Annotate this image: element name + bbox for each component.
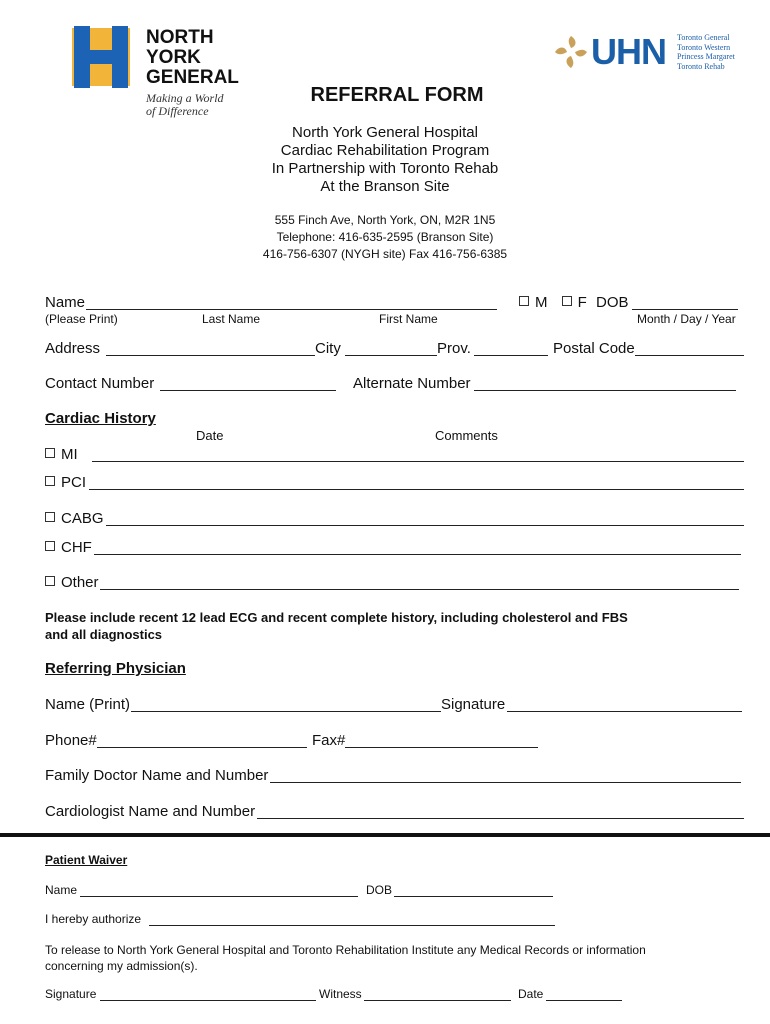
nygh-tagline-1: Making a World xyxy=(146,91,224,105)
uhn-site-1: Toronto General xyxy=(677,33,730,42)
waiver-name-field[interactable] xyxy=(80,896,358,897)
cabg-field[interactable] xyxy=(106,525,744,526)
please-print-label: (Please Print) xyxy=(45,312,118,326)
uhn-wordmark: UHN xyxy=(591,31,666,72)
mi-label: MI xyxy=(61,446,78,463)
name-label: Name xyxy=(45,294,86,311)
address-field[interactable] xyxy=(106,355,315,356)
physician-fax-label: Fax# xyxy=(312,732,346,749)
header-line-4: At the Branson Site xyxy=(320,178,450,195)
female-label: F xyxy=(577,294,587,311)
witness-field[interactable] xyxy=(364,1000,511,1001)
physician-phone-field[interactable] xyxy=(97,747,307,748)
pci-field[interactable] xyxy=(89,489,744,490)
header-line-2: Cardiac Rehabilitation Program xyxy=(280,142,490,159)
postal-field[interactable] xyxy=(635,355,744,356)
pci-checkbox[interactable] xyxy=(45,476,55,486)
cardiac-item-other xyxy=(45,574,99,591)
physician-phone-label: Phone# xyxy=(45,732,97,749)
cabg-label: CABG xyxy=(61,510,104,527)
release-line2: concerning my admission(s). xyxy=(45,959,198,973)
cardiologist-label: Cardiologist Name and Number xyxy=(45,803,256,820)
uhn-swirl-icon xyxy=(553,34,589,70)
uhn-site-2: Toronto Western xyxy=(677,42,731,52)
family-doctor-field[interactable] xyxy=(270,782,741,783)
family-doctor-label: Family Doctor Name and Number xyxy=(45,767,269,784)
prov-field[interactable] xyxy=(474,355,548,356)
witness-label: Witness xyxy=(319,987,362,1001)
city-field[interactable] xyxy=(345,355,437,356)
physician-signature-field[interactable] xyxy=(507,711,742,712)
mi-checkbox[interactable] xyxy=(45,448,55,458)
city-label: City xyxy=(315,340,341,357)
physician-name-label: Name (Print) xyxy=(45,696,131,713)
male-label: M xyxy=(535,294,548,311)
release-text xyxy=(45,942,646,974)
female-checkbox[interactable] xyxy=(562,296,572,306)
header-line-3: In Partnership with Toronto Rehab xyxy=(271,160,499,177)
nygh-logo xyxy=(70,26,245,126)
dob-format-label: Month / Day / Year xyxy=(637,312,736,326)
waiver-signature-label: Signature xyxy=(45,987,97,1001)
address-label: Address xyxy=(45,340,101,357)
dob-field[interactable] xyxy=(632,309,738,310)
header-address: 555 Finch Ave, North York, ON, M2R 1N5 xyxy=(274,213,496,227)
referring-physician-heading: Referring Physician xyxy=(45,660,186,677)
nygh-h-icon xyxy=(70,26,132,88)
last-name-label: Last Name xyxy=(202,312,261,326)
contact-label: Contact Number xyxy=(45,375,155,392)
prov-label: Prov. xyxy=(437,340,471,357)
header-telephone: Telephone: 416-635-2595 (Branson Site) xyxy=(276,230,494,244)
uhn-logo xyxy=(553,32,743,76)
waiver-signature-field[interactable] xyxy=(100,1000,316,1001)
nygh-name-line1: NORTH xyxy=(146,27,214,48)
header-line-1: North York General Hospital xyxy=(292,124,478,141)
ecg-note xyxy=(45,609,628,643)
physician-fax-field[interactable] xyxy=(345,747,538,748)
waiver-dob-field[interactable] xyxy=(394,896,553,897)
mi-field[interactable] xyxy=(92,461,744,462)
nygh-name-line3: GENERAL xyxy=(146,67,239,88)
form-title: REFERRAL FORM xyxy=(310,84,484,106)
waiver-name-label: Name xyxy=(45,883,78,897)
postal-label: Postal Code xyxy=(553,340,635,357)
waiver-dob-label: DOB xyxy=(366,883,393,897)
chf-checkbox[interactable] xyxy=(45,541,55,551)
alternate-field[interactable] xyxy=(474,390,736,391)
nygh-tagline-2: of Difference xyxy=(146,104,209,118)
name-field[interactable] xyxy=(86,309,497,310)
authorize-field[interactable] xyxy=(149,925,555,926)
dob-label: DOB xyxy=(596,294,629,311)
cardiac-history-heading: Cardiac History xyxy=(45,410,156,427)
authorize-label: I hereby authorize xyxy=(45,912,142,926)
comments-column-label: Comments xyxy=(435,428,498,443)
contact-field[interactable] xyxy=(160,390,336,391)
date-column-label: Date xyxy=(196,428,224,443)
waiver-date-field[interactable] xyxy=(546,1000,622,1001)
ecg-note-line2: and all diagnostics xyxy=(45,627,163,642)
other-field[interactable] xyxy=(100,589,739,590)
pci-label: PCI xyxy=(61,474,87,491)
chf-field[interactable] xyxy=(94,554,741,555)
uhn-site-4: Toronto Rehab xyxy=(677,61,725,71)
cardiac-item-cabg xyxy=(45,510,104,527)
header-fax: 416-756-6307 (NYGH site) Fax 416-756-6385 xyxy=(262,247,508,261)
cardiac-item-pci xyxy=(45,474,86,491)
uhn-site-3: Princess Margaret xyxy=(677,52,735,61)
patient-waiver-heading: Patient Waiver xyxy=(45,853,128,867)
cabg-checkbox[interactable] xyxy=(45,512,55,522)
other-label: Other xyxy=(61,574,99,591)
alternate-label: Alternate Number xyxy=(353,375,471,392)
physician-signature-label: Signature xyxy=(441,696,506,713)
release-line1: To release to North York General Hospital and Toronto Rehabilitation Institute any Medical Records or information xyxy=(45,943,646,957)
chf-label: CHF xyxy=(61,539,92,556)
section-divider xyxy=(0,833,770,837)
cardiac-item-mi xyxy=(45,446,78,463)
waiver-date-label: Date xyxy=(518,987,544,1001)
male-checkbox[interactable] xyxy=(519,296,529,306)
physician-name-field[interactable] xyxy=(131,711,441,712)
nygh-name-line2: YORK xyxy=(146,47,201,68)
cardiac-item-chf xyxy=(45,539,92,556)
cardiologist-field[interactable] xyxy=(257,818,744,819)
ecg-note-line1: Please include recent 12 lead ECG and recent complete history, including cholesterol and FBS xyxy=(45,610,628,625)
first-name-label: First Name xyxy=(379,312,438,326)
other-checkbox[interactable] xyxy=(45,576,55,586)
